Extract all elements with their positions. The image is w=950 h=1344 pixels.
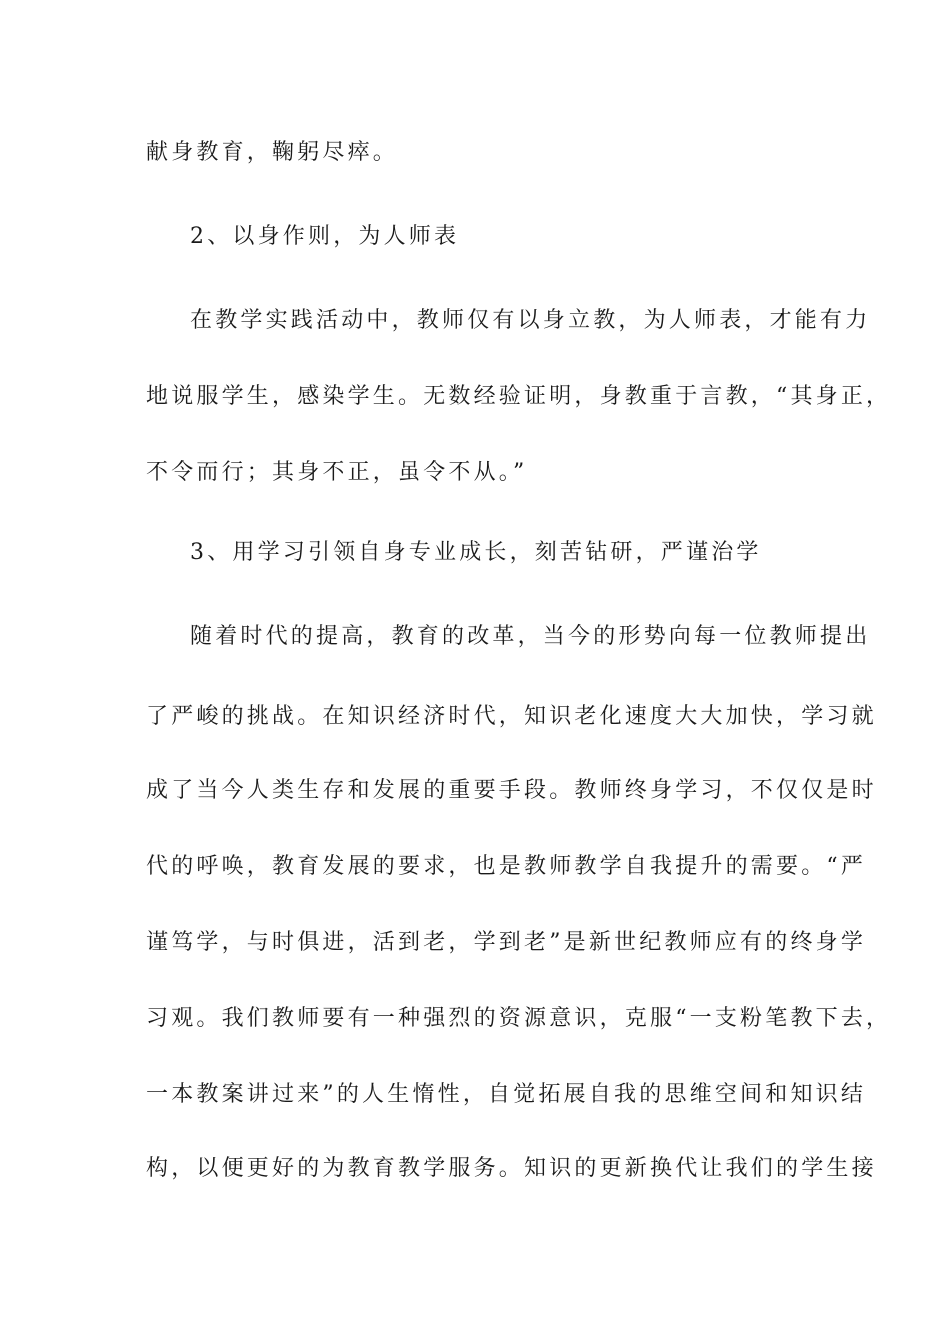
paragraph-line: 一本教案讲过来”的人生惰性，自觉拓展自我的思维空间和知识结 [146, 1082, 867, 1107]
paragraph-line: 不令而行；其身不正，虽令不从。” [146, 460, 528, 485]
paragraph-line: 地说服学生，感染学生。无数经验证明，身教重于言教，“其身正， [146, 384, 892, 409]
paragraph-line: 在教学实践活动中，教师仅有以身立教，为人师表，才能有力 [190, 308, 871, 333]
paragraph-line: 了严峻的挑战。在知识经济时代，知识老化速度大大加快，学习就 [146, 704, 877, 729]
paragraph-line: 谨笃学，与时俱进，活到老，学到老”是新世纪教师应有的终身学 [146, 930, 867, 955]
paragraph-line: 献身教育，鞠躬尽瘁。 [146, 140, 399, 165]
paragraph-line: 构，以便更好的为教育教学服务。知识的更新换代让我们的学生接 [146, 1156, 877, 1181]
paragraph-line: 成了当今人类生存和发展的重要手段。教师终身学习，不仅仅是时 [146, 778, 877, 803]
paragraph-line: 习观。我们教师要有一种强烈的资源意识，克服“一支粉笔教下去， [146, 1006, 892, 1031]
section-heading: 3、用学习引领自身专业成长，刻苦钻研，严谨治学 [190, 540, 762, 565]
section-heading: 2、以身作则，为人师表 [190, 224, 460, 249]
paragraph-line: 代的呼唤，教育发展的要求，也是教师教学自我提升的需要。“严 [146, 854, 867, 879]
paragraph-line: 随着时代的提高，教育的改革，当今的形势向每一位教师提出 [190, 624, 871, 649]
